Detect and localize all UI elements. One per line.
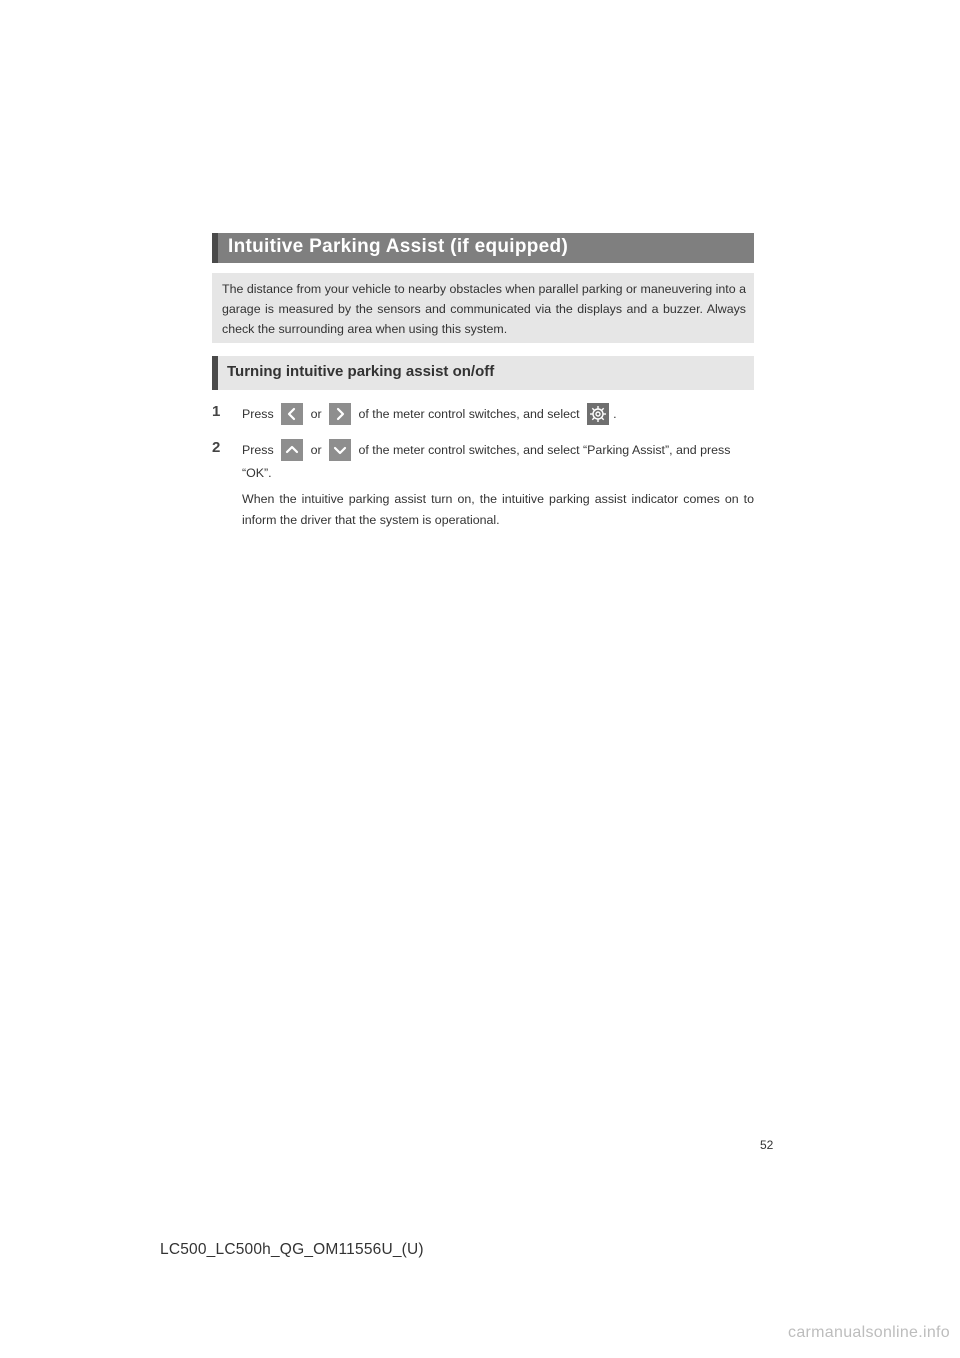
left-arrow-key-icon: [281, 403, 303, 425]
step-note: When the intuitive parking assist turn on, the intuitive parking assist indicator comes on to inform the driver that the system is operational.: [242, 492, 754, 527]
step-text: Press: [242, 407, 274, 421]
settings-gear-icon: [587, 403, 609, 425]
intro-text: The distance from your vehicle to nearby obstacles when parallel parking or maneuvering into a garage is measured by the sensors and communicated via the displays and a buzzer. Always check the surrounding area when using this system.: [222, 282, 746, 336]
step-body: [242, 403, 754, 426]
step-text: Press: [242, 443, 274, 457]
step-text: of the meter control switches, and select: [358, 407, 580, 421]
subsection-title: Turning intuitive parking assist on/off: [227, 363, 495, 380]
section-header: [212, 233, 754, 263]
step-body: [242, 439, 754, 484]
up-arrow-key-icon: [281, 439, 303, 461]
step-text: or: [310, 407, 322, 421]
section-title: Intuitive Parking Assist (if equipped): [228, 236, 569, 257]
watermark: carmanualsonline.info: [788, 1324, 950, 1341]
intro-box: [212, 273, 754, 343]
page-number: 52: [760, 1138, 774, 1152]
right-arrow-key-icon: [329, 403, 351, 425]
step-text: of the meter control switches, and select “Parking Assist”, and press “OK”.: [242, 443, 731, 480]
step-2: [212, 439, 754, 483]
step-text: or: [310, 443, 322, 457]
down-arrow-key-icon: [329, 439, 351, 461]
document-code: LC500_LC500h_QG_OM11556U_(U): [160, 1241, 424, 1258]
step-1: [212, 403, 754, 427]
step-number: 2: [212, 439, 221, 456]
step-number: 1: [212, 403, 221, 420]
step-text: .: [613, 407, 617, 421]
subsection-header: [212, 356, 754, 390]
